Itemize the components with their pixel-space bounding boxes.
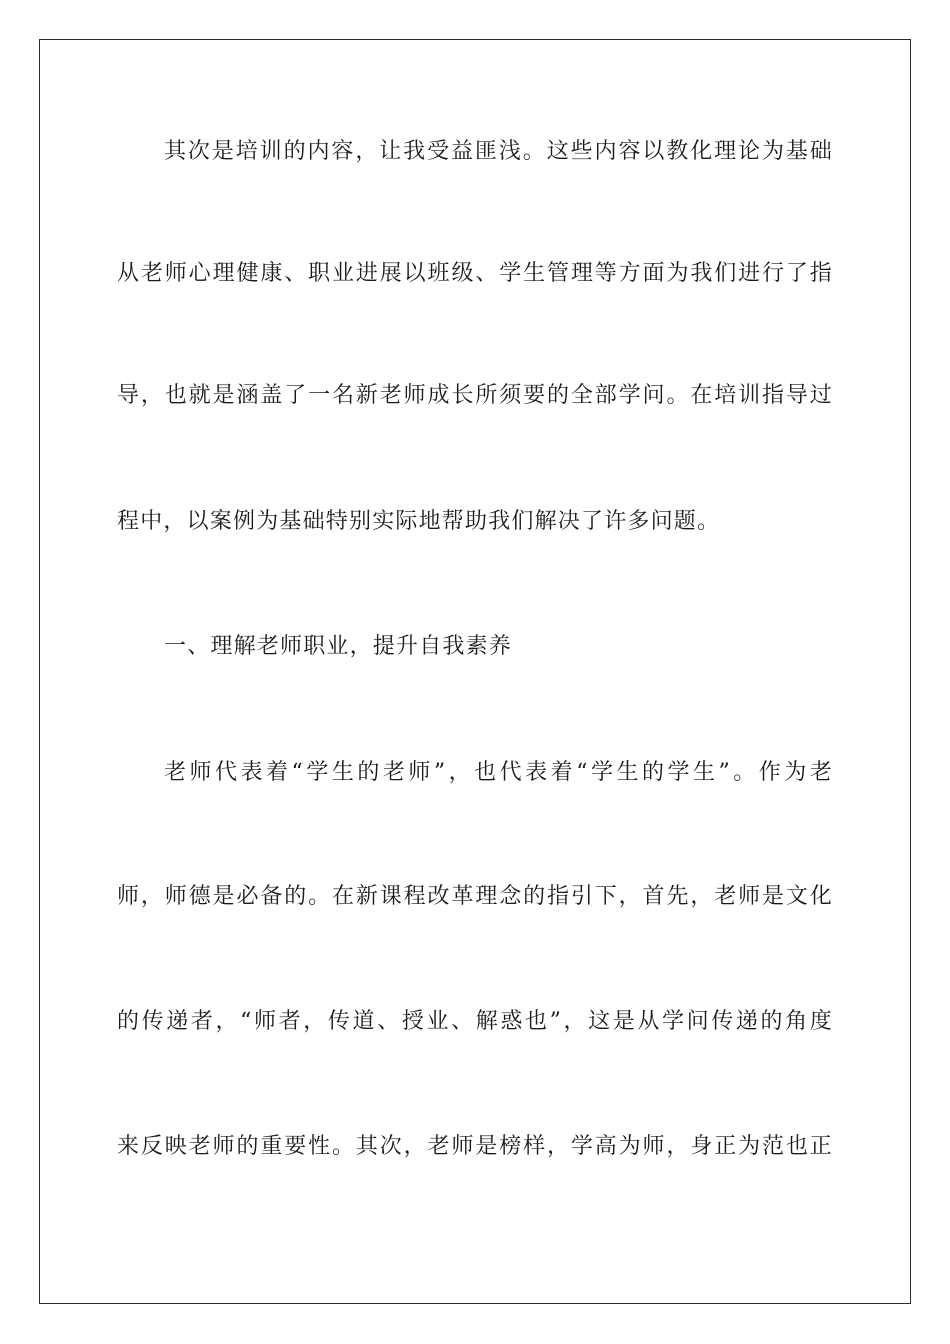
paragraph-line: 导，也就是涵盖了一名新老师成长所须要的全部学问。在培训指导过: [117, 383, 833, 408]
paragraph-line: 从老师心理健康、职业进展以班级、学生管理等方面为我们进行了指: [117, 261, 833, 286]
paragraph-line: 程中，以案例为基础特别实际地帮助我们解决了许多问题。: [117, 509, 721, 534]
paragraph-line: 其次是培训的内容，让我受益匪浅。这些内容以教化理论为基础: [164, 139, 833, 164]
paragraph-line: 来反映老师的重要性。其次，老师是榜样，学高为师，身正为范也正: [117, 1134, 833, 1159]
section-heading: 一、理解老师职业，提升自我素养: [164, 634, 513, 659]
paragraph-line: 的传递者，“师者，传道、授业、解惑也”，这是从学问传递的角度: [117, 1009, 833, 1034]
paragraph-line: 师，师德是必备的。在新课程改革理念的指引下，首先，老师是文化: [117, 884, 833, 909]
page-border: [39, 39, 911, 1304]
paragraph-line: 老师代表着“学生的老师”，也代表着“学生的学生”。作为老: [164, 760, 833, 785]
